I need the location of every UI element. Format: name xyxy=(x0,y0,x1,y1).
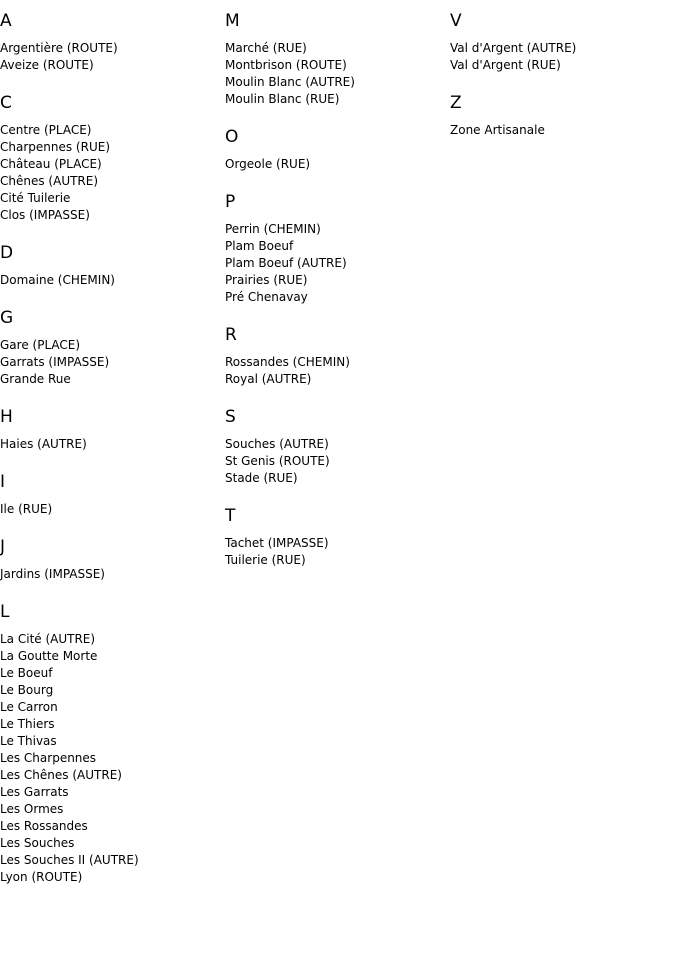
street-item: Tuilerie (RUE) xyxy=(225,553,306,567)
letter-section xyxy=(0,536,225,583)
section-letter-heading: I xyxy=(0,472,6,492)
street-item: Le Carron xyxy=(0,700,58,714)
letter-section xyxy=(0,406,225,453)
index-column xyxy=(225,10,450,587)
street-item: Les Souches II (AUTRE) xyxy=(0,853,139,867)
street-item: Chênes (AUTRE) xyxy=(0,174,99,188)
street-item: Orgeole (RUE) xyxy=(225,157,311,171)
street-item: Les Rossandes xyxy=(0,819,88,833)
section-letter-heading: R xyxy=(225,325,237,345)
letter-section xyxy=(225,324,450,388)
street-item: Grande Rue xyxy=(0,372,71,386)
street-item: St Genis (ROUTE) xyxy=(225,454,330,468)
street-list xyxy=(0,631,225,886)
letter-section xyxy=(0,471,225,518)
section-letter-heading: C xyxy=(0,93,12,113)
street-item: Montbrison (ROUTE) xyxy=(225,58,347,72)
street-item: Château (PLACE) xyxy=(0,157,102,171)
letter-section xyxy=(0,242,225,289)
street-item: Plam Boeuf (AUTRE) xyxy=(225,256,347,270)
street-item: Le Bourg xyxy=(0,683,54,697)
street-item: Gare (PLACE) xyxy=(0,338,81,352)
letter-section xyxy=(450,10,675,74)
section-letter-heading: A xyxy=(0,11,12,31)
street-list xyxy=(225,156,450,173)
street-item: Prairies (RUE) xyxy=(225,273,308,287)
street-item: Les Charpennes xyxy=(0,751,97,765)
section-letter-heading: J xyxy=(0,537,6,557)
street-list xyxy=(0,566,225,583)
index-column xyxy=(0,10,225,904)
letter-section xyxy=(0,92,225,224)
street-item: Perrin (CHEMIN) xyxy=(225,222,321,236)
street-item: Cité Tuilerie xyxy=(0,191,71,205)
street-list xyxy=(0,272,225,289)
street-item: Moulin Blanc (AUTRE) xyxy=(225,75,355,89)
section-letter-heading: M xyxy=(225,11,240,31)
street-item: La Goutte Morte xyxy=(0,649,98,663)
street-item: Le Thivas xyxy=(0,734,57,748)
street-list xyxy=(225,354,450,388)
street-item: Garrats (IMPASSE) xyxy=(0,355,110,369)
letter-section xyxy=(225,191,450,306)
street-list xyxy=(0,337,225,388)
letter-section xyxy=(225,406,450,487)
street-list xyxy=(225,221,450,306)
street-item: Moulin Blanc (RUE) xyxy=(225,92,340,106)
street-list xyxy=(450,122,675,139)
street-item: Marché (RUE) xyxy=(225,41,307,55)
street-item: Rossandes (CHEMIN) xyxy=(225,355,350,369)
street-item: Souches (AUTRE) xyxy=(225,437,329,451)
letter-section xyxy=(0,307,225,388)
street-list xyxy=(225,535,450,569)
letter-section xyxy=(225,126,450,173)
section-letter-heading: H xyxy=(0,407,13,427)
street-item: Zone Artisanale xyxy=(450,123,545,137)
street-item: Pré Chenavay xyxy=(225,290,308,304)
street-list xyxy=(225,40,450,108)
street-item: Les Souches xyxy=(0,836,75,850)
street-item: Clos (IMPASSE) xyxy=(0,208,90,222)
section-letter-heading: O xyxy=(225,127,239,147)
section-letter-heading: V xyxy=(450,11,462,31)
section-letter-heading: Z xyxy=(450,93,462,113)
street-list xyxy=(0,436,225,453)
street-item: Les Chênes (AUTRE) xyxy=(0,768,122,782)
section-letter-heading: S xyxy=(225,407,236,427)
street-item: Stade (RUE) xyxy=(225,471,298,485)
section-letter-heading: P xyxy=(225,192,236,212)
street-item: Les Ormes xyxy=(0,802,64,816)
street-list xyxy=(225,436,450,487)
street-item: Plam Boeuf xyxy=(225,239,294,253)
street-list xyxy=(0,122,225,224)
street-item: Val d'Argent (RUE) xyxy=(450,58,561,72)
street-item: Le Boeuf xyxy=(0,666,53,680)
street-item: La Cité (AUTRE) xyxy=(0,632,96,646)
letter-section xyxy=(0,10,225,74)
letter-section xyxy=(225,505,450,569)
street-item: Le Thiers xyxy=(0,717,55,731)
street-list xyxy=(0,501,225,518)
street-item: Aveize (ROUTE) xyxy=(0,58,94,72)
street-item: Argentière (ROUTE) xyxy=(0,41,118,55)
street-item: Charpennes (RUE) xyxy=(0,140,110,154)
section-letter-heading: D xyxy=(0,243,14,263)
index-column xyxy=(450,10,675,157)
street-item: Jardins (IMPASSE) xyxy=(0,567,105,581)
letter-section xyxy=(225,10,450,108)
street-item: Les Garrats xyxy=(0,785,69,799)
street-item: Val d'Argent (AUTRE) xyxy=(450,41,577,55)
street-item: Centre (PLACE) xyxy=(0,123,92,137)
street-list xyxy=(0,40,225,74)
street-item: Domaine (CHEMIN) xyxy=(0,273,115,287)
street-item: Tachet (IMPASSE) xyxy=(225,536,329,550)
street-item: Lyon (ROUTE) xyxy=(0,870,83,884)
section-letter-heading: L xyxy=(0,602,10,622)
street-item: Ile (RUE) xyxy=(0,502,53,516)
street-item: Royal (AUTRE) xyxy=(225,372,312,386)
section-letter-heading: G xyxy=(0,308,14,328)
street-list xyxy=(450,40,675,74)
letter-section xyxy=(450,92,675,139)
street-item: Haies (AUTRE) xyxy=(0,437,87,451)
letter-section xyxy=(0,601,225,886)
section-letter-heading: T xyxy=(225,506,236,526)
